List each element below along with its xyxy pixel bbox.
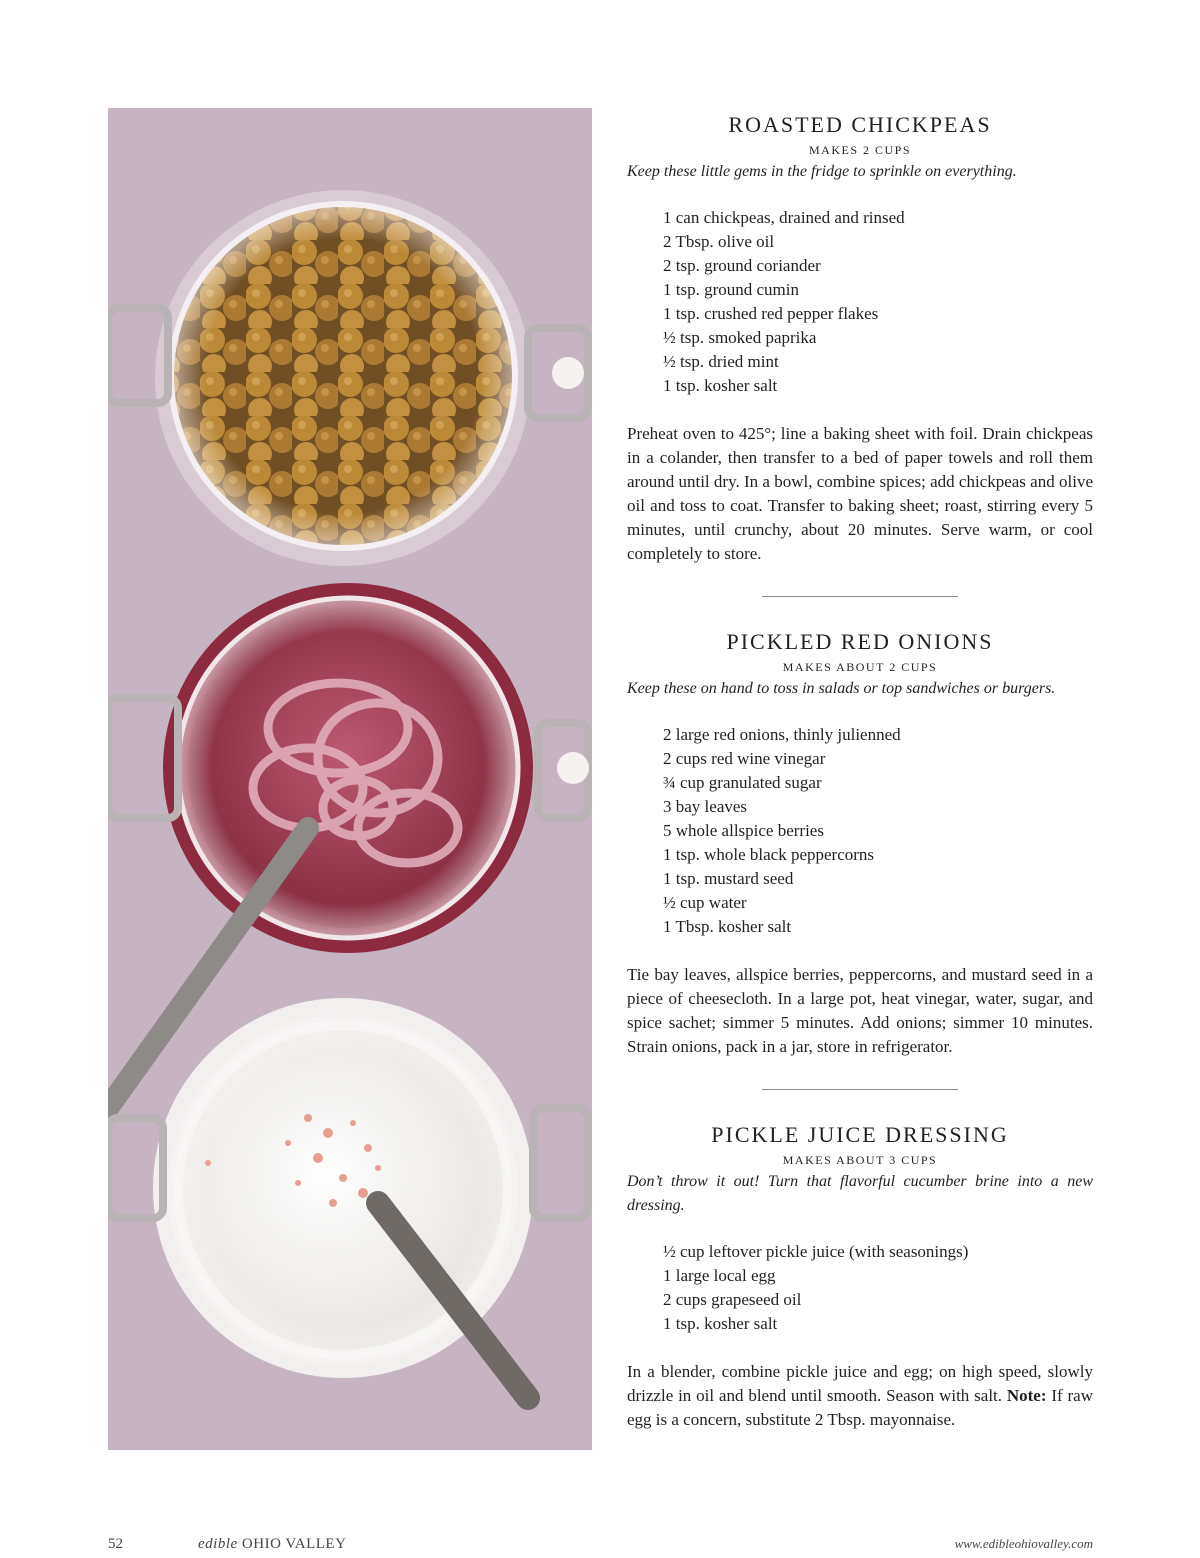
ingredient-item: 1 tsp. mustard seed (663, 869, 794, 888)
recipe-method: Tie bay leaves, allspice berries, peppercorns, and mustard seed in a piece of cheesecloth. In a large pot, heat vinegar, water, sugar, and spice sachet; simmer 5 minutes. Add onions; simmer 10 minutes. Strain onions, pack in a jar, store in refrigerator. (627, 965, 1093, 1056)
recipe-title: PICKLED RED ONIONS (726, 629, 994, 654)
ingredient-list (663, 723, 1093, 939)
ingredient-item: 1 tsp. whole black peppercorns (663, 845, 875, 864)
page-number: 52 (108, 1536, 123, 1552)
recipe-intro: Keep these on hand to toss in salads or top sandwiches or burgers. (627, 680, 1056, 697)
ingredient-item: 5 whole allspice berries (663, 821, 824, 840)
recipe-pickled-red-onions (627, 627, 1093, 1059)
section-divider (762, 1089, 958, 1090)
ingredient-item: ½ cup leftover pickle juice (with seasonings) (663, 1242, 969, 1261)
ingredient-item: ½ cup water (663, 893, 747, 912)
ingredient-list (663, 206, 1093, 398)
recipe-yield: MAKES 2 CUPS (808, 143, 912, 157)
note-label: Note: (1006, 1386, 1047, 1405)
ingredient-item: 3 bay leaves (663, 797, 748, 816)
magazine-title: OHIO VALLEY (237, 1536, 347, 1552)
section-divider (762, 596, 958, 597)
ingredient-item: 1 tsp. kosher salt (663, 376, 778, 395)
ingredient-item: 2 tsp. ground coriander (663, 256, 821, 275)
recipe-column (627, 108, 1093, 1432)
recipe-pickle-juice-dressing (627, 1120, 1093, 1432)
jars-illustration (108, 108, 592, 1450)
ingredient-list (663, 1240, 1093, 1336)
recipe-title: PICKLE JUICE DRESSING (711, 1122, 1009, 1147)
recipe-roasted-chickpeas (627, 110, 1093, 566)
method-text: In a blender, combine pickle juice and egg; on high speed, slowly drizzle in oil and blend until smooth. Season with salt. (627, 1362, 1093, 1405)
magazine-name (198, 1536, 346, 1553)
ingredient-item: 2 cups red wine vinegar (663, 749, 826, 768)
recipe-yield: MAKES ABOUT 2 CUPS (782, 660, 938, 674)
ingredient-item: 1 Tbsp. kosher salt (663, 917, 792, 936)
ingredient-item: 1 tsp. crushed red pepper flakes (663, 304, 879, 323)
ingredient-item: 2 cups grapeseed oil (663, 1290, 802, 1309)
ingredient-item: 1 can chickpeas, drained and rinsed (663, 208, 905, 227)
ingredient-item: 1 tsp. kosher salt (663, 1314, 778, 1333)
recipe-yield: MAKES ABOUT 3 CUPS (782, 1153, 938, 1167)
recipe-intro: Keep these little gems in the fridge to sprinkle on everything. (627, 163, 1017, 180)
ingredient-item: 2 Tbsp. olive oil (663, 232, 775, 251)
recipe-method: Preheat oven to 425°; line a baking sheet with foil. Drain chickpeas in a colander, then transfer to a bed of paper towels and roll them around until dry. In a bowl, combine spices; add chickpeas and olive oil and toss to coat. Transfer to baking sheet; roast, stirring every 5 minutes, until crunchy, about 20 minutes. Serve warm, or cool completely to store. (627, 424, 1093, 563)
ingredient-item: ½ tsp. smoked paprika (663, 328, 817, 347)
food-photo (108, 108, 592, 1450)
recipe-title: ROASTED CHICKPEAS (728, 112, 992, 137)
note-text: If raw egg is a concern, substitute 2 Tbsp. mayonnaise. (627, 1386, 1094, 1429)
website-url: www.edibleohiovalley.com (954, 1536, 1093, 1551)
magazine-prefix: edible (198, 1536, 238, 1552)
ingredient-item: 1 large local egg (663, 1266, 776, 1285)
recipe-method (627, 1360, 1093, 1432)
ingredient-item: 2 large red onions, thinly julienned (663, 725, 901, 744)
ingredient-item: ½ tsp. dried mint (663, 352, 779, 371)
recipe-intro: Don’t throw it out! Turn that flavorful cucumber brine into a new dressing. (627, 1173, 1093, 1214)
ingredient-item: 1 tsp. ground cumin (663, 280, 799, 299)
ingredient-item: ¾ cup granulated sugar (663, 773, 822, 792)
